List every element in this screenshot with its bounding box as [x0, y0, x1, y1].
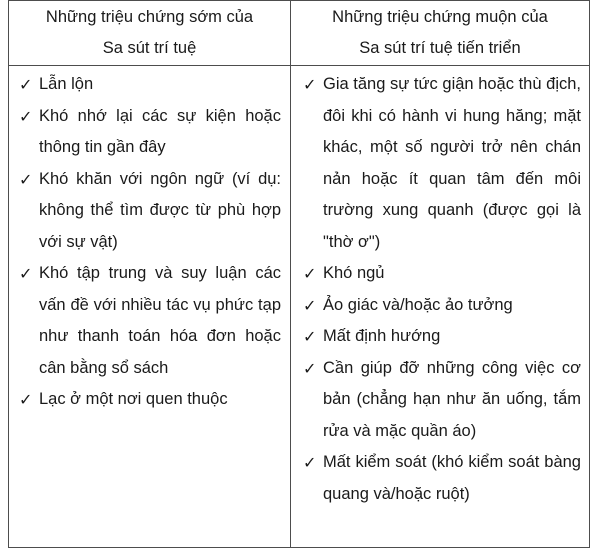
- header-divider: [9, 65, 589, 66]
- late-symptom-item: [303, 290, 581, 322]
- late-symptom-text: Ảo giác và/hoặc ảo tưởng: [323, 295, 513, 314]
- early-symptom-text: Lẫn lộn: [39, 75, 94, 93]
- late-symptom-item: [303, 321, 581, 353]
- early-symptoms-list: [19, 69, 281, 416]
- early-symptom-item: [19, 384, 281, 416]
- check-icon: ✓: [19, 106, 33, 126]
- header-right-line1: Những triệu chứng muộn của: [332, 8, 548, 26]
- header-early-symptoms: [9, 1, 290, 65]
- late-symptoms-list: [303, 69, 581, 510]
- early-symptom-text: Lạc ở một nơi quen thuộc: [39, 390, 228, 408]
- early-symptom-text: Khó tập trung và suy luận các vấn đề với nhiều tác vụ phức tạp như thanh toán hóa đơn hoặc cân bằng sổ sách: [39, 264, 281, 377]
- early-symptom-item: [19, 258, 281, 384]
- header-left-line2: Sa sút trí tuệ: [102, 39, 197, 57]
- early-symptoms-column: [19, 69, 281, 416]
- check-icon: ✓: [19, 264, 33, 283]
- late-symptom-item: [303, 258, 581, 290]
- header-right-line2: Sa sút trí tuệ tiến triển: [359, 39, 521, 57]
- late-symptom-item: [303, 447, 581, 510]
- check-icon: ✓: [19, 169, 33, 189]
- check-icon: ✓: [303, 453, 317, 472]
- check-icon: ✓: [303, 295, 317, 315]
- late-symptom-text: Cần giúp đỡ những công việc cơ bản (chẳng hạn như ăn uống, tắm rửa và mặc quần áo): [323, 358, 581, 440]
- header-left-line1: Những triệu chứng sớm của: [45, 8, 254, 26]
- symptoms-table: [8, 0, 590, 548]
- early-symptom-text: Khó nhớ lại các sự kiện hoặc thông tin gần đây: [39, 106, 281, 156]
- early-symptom-text: Khó khăn với ngôn ngữ (ví dụ: không thể tìm được từ phù hợp với sự vật): [39, 169, 281, 251]
- late-symptom-item: [303, 353, 581, 448]
- column-divider: [290, 1, 291, 547]
- late-symptom-text: Gia tăng sự tức giận hoặc thù địch, đôi khi có hành vi hung hăng; mặt khác, một số người trở nên chán nản hoặc ít quan tâm đến môi trường xung quanh (được gọi là "thờ ơ"): [323, 75, 581, 251]
- check-icon: ✓: [303, 358, 317, 378]
- early-symptom-item: [19, 101, 281, 164]
- check-icon: ✓: [19, 390, 33, 409]
- early-symptom-item: [19, 69, 281, 101]
- late-symptom-text: Mất kiểm soát (khó kiểm soát bàng quang và/hoặc ruột): [323, 453, 581, 503]
- late-symptoms-column: [303, 69, 581, 510]
- check-icon: ✓: [303, 327, 317, 346]
- late-symptom-item: [303, 69, 581, 258]
- early-symptom-item: [19, 164, 281, 259]
- header-late-symptoms: [291, 1, 589, 65]
- check-icon: ✓: [19, 75, 33, 94]
- late-symptom-text: Mất định hướng: [323, 327, 441, 345]
- check-icon: ✓: [303, 75, 317, 94]
- late-symptom-text: Khó ngủ: [323, 264, 385, 282]
- check-icon: ✓: [303, 264, 317, 283]
